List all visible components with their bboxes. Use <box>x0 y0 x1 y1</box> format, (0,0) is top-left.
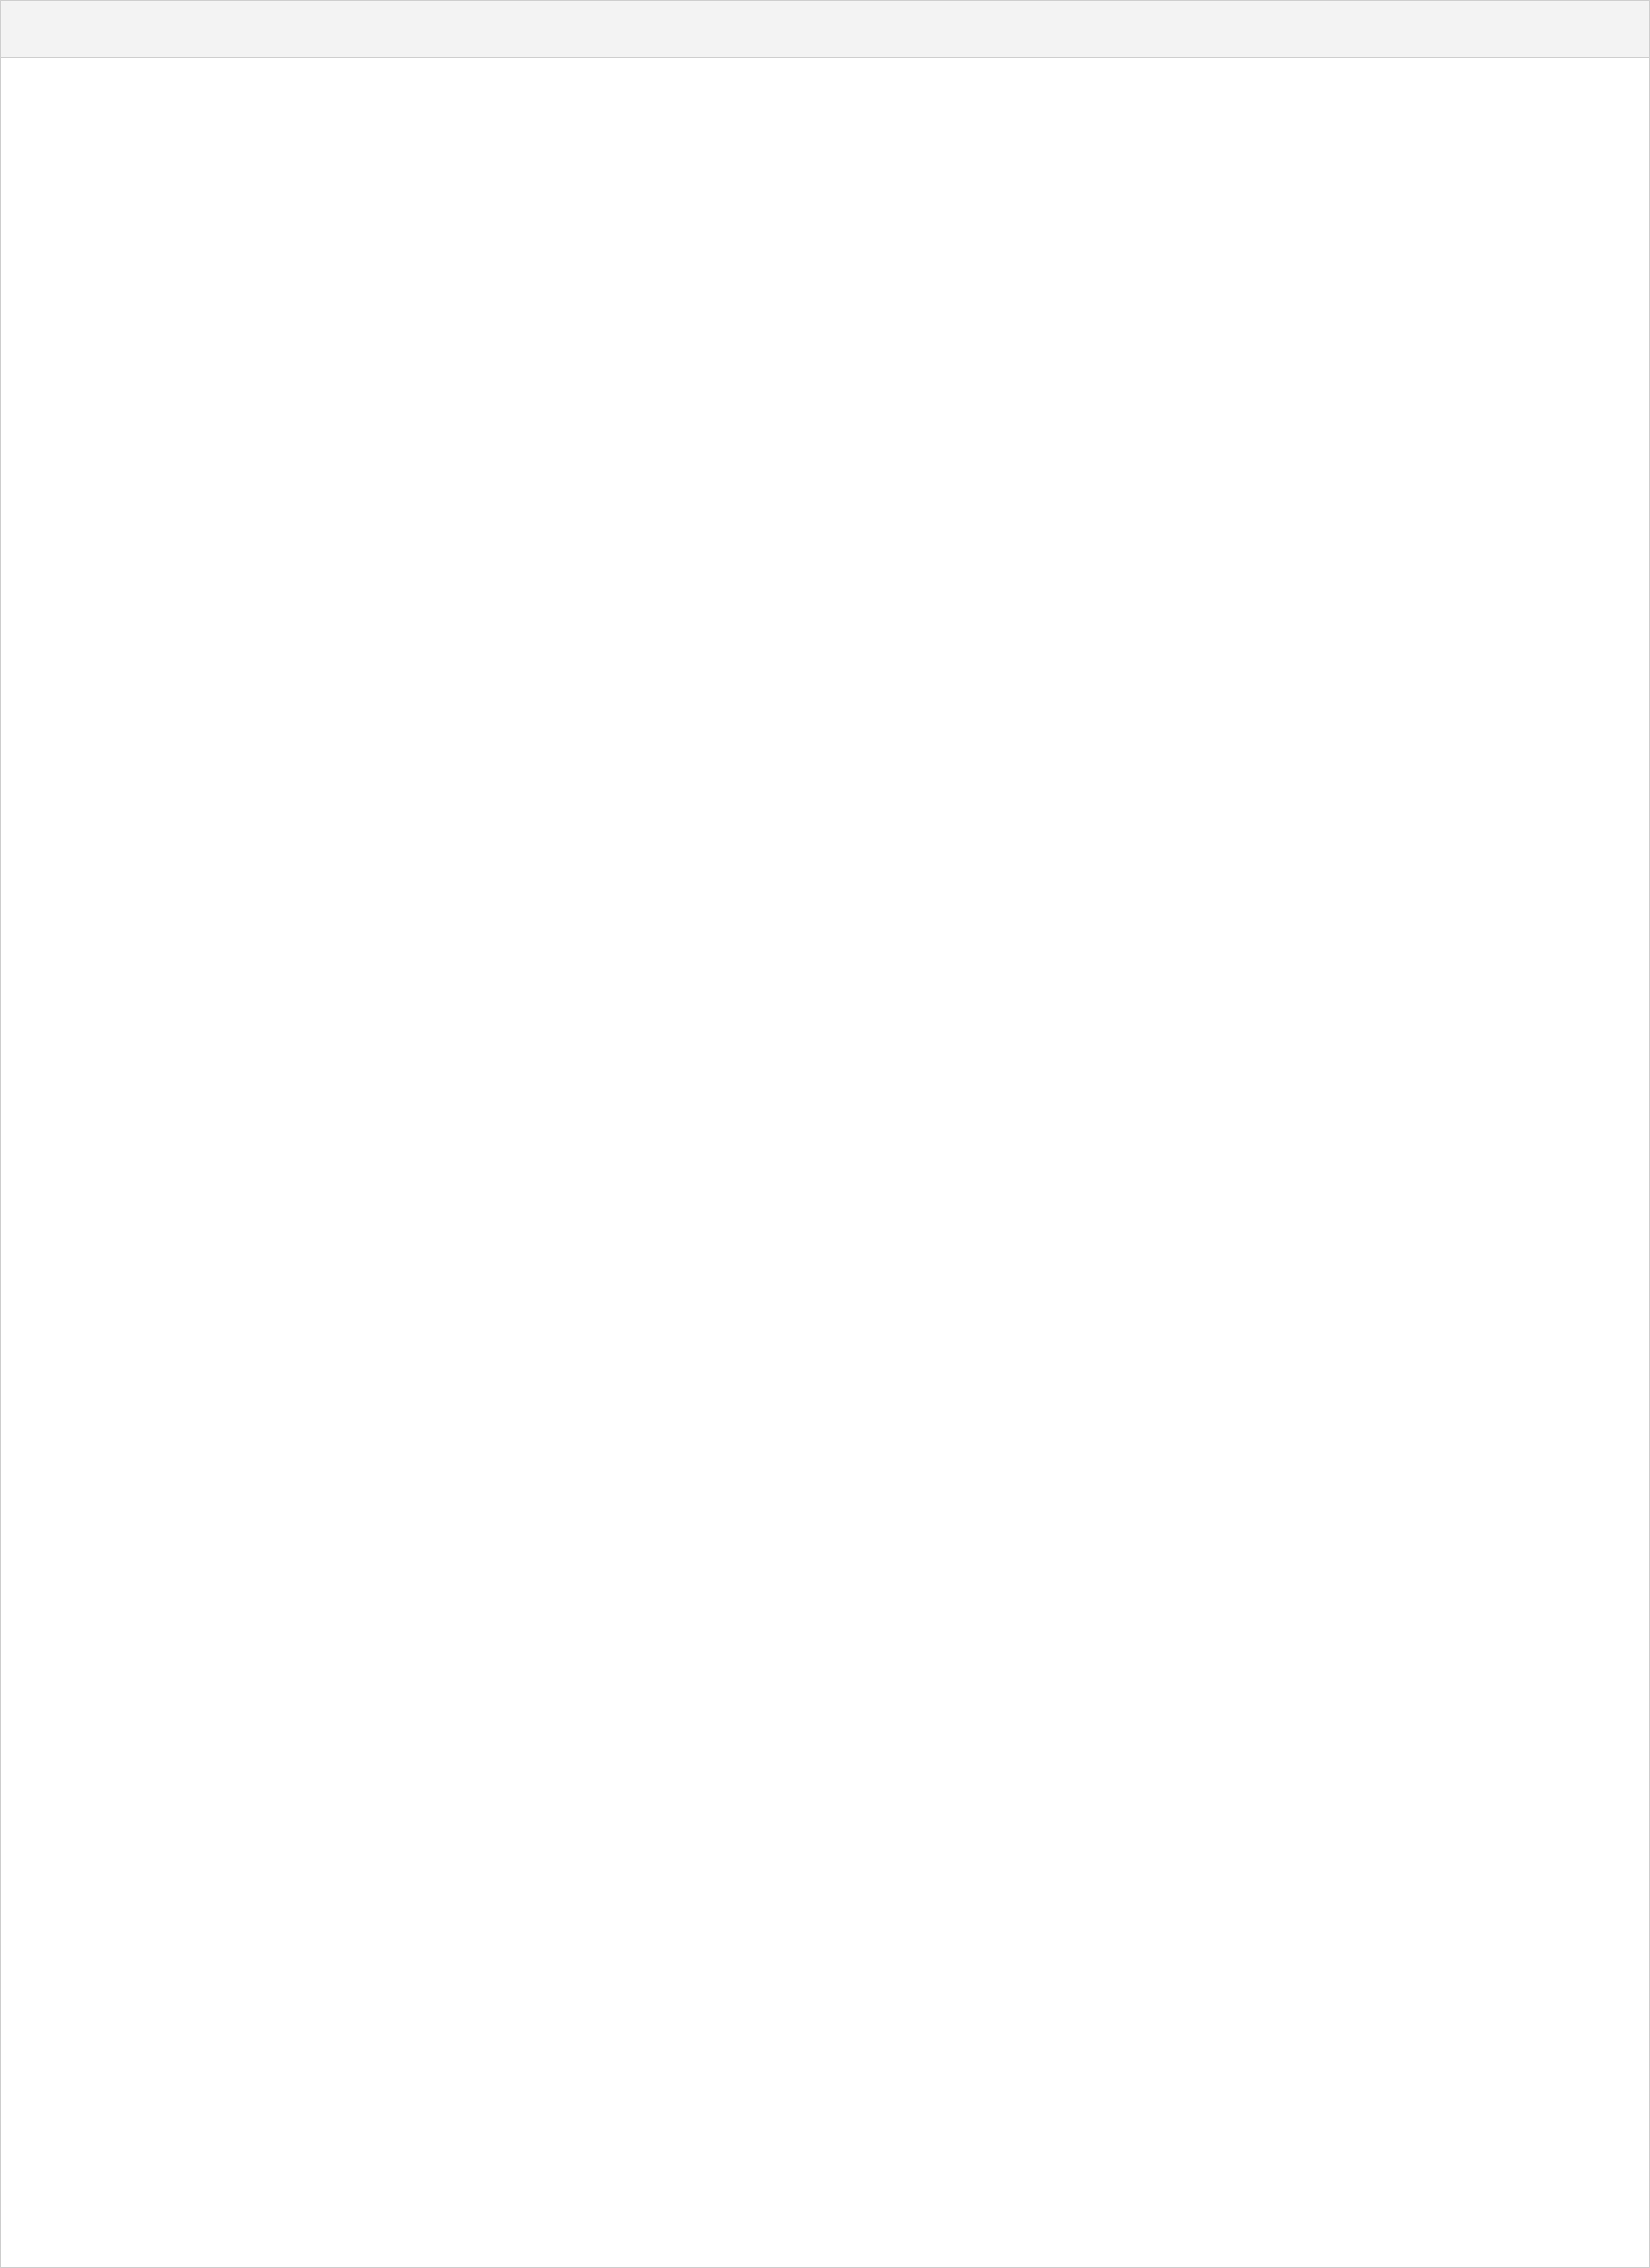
main-content <box>1 58 1649 2267</box>
title-bar <box>1 1 1649 58</box>
